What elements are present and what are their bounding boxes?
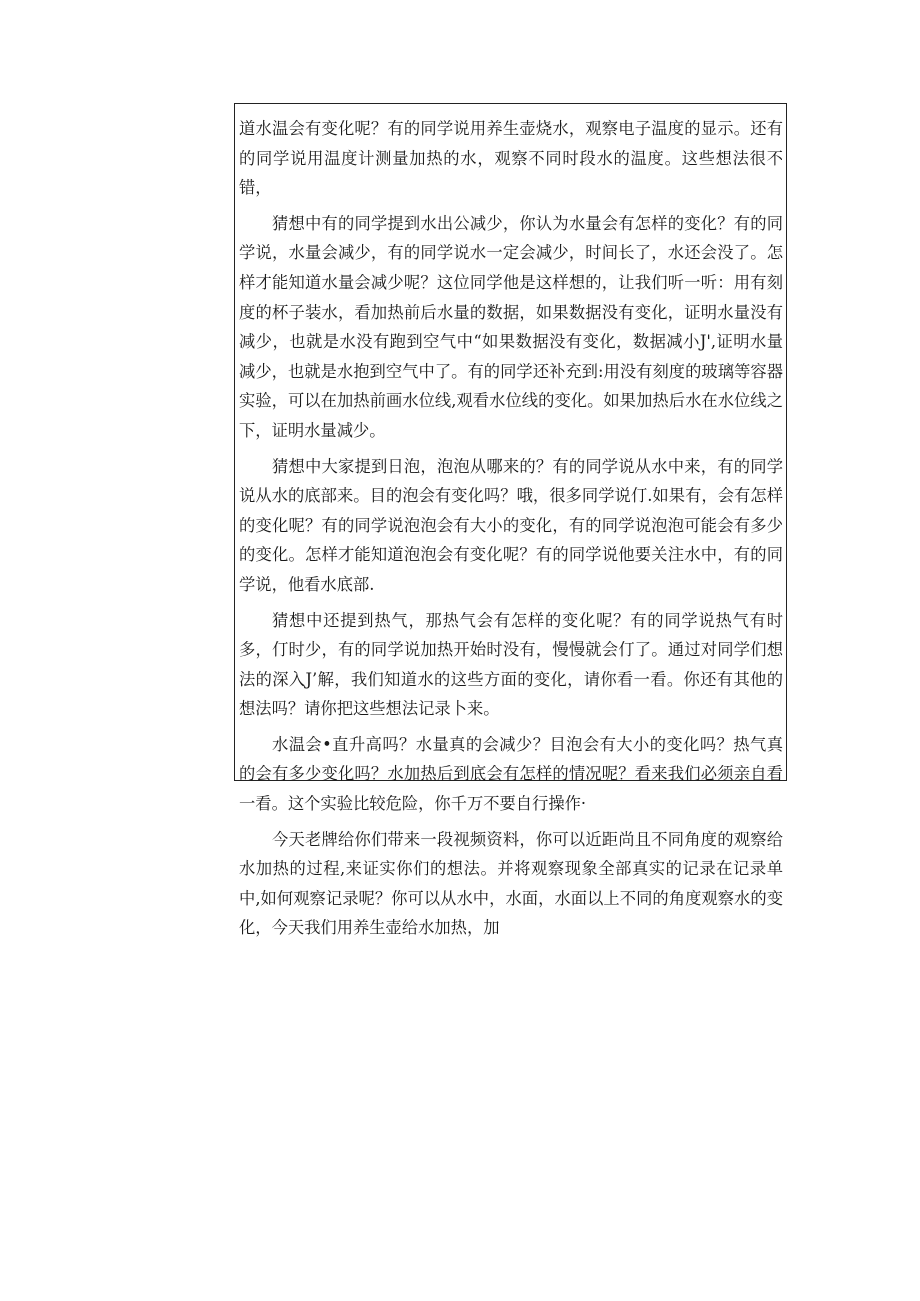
text-frame [234,103,787,938]
paragraph-5: 水温会•直升高吗？水量真的会减少？目泡会有大小的变化吗？热气真的会有多少变化吗？水加热后到底会有怎样的情况呢？看来我们必须亲自看一看。这个实验比较危险，你千万不要自行操作· [239,734,783,814]
paragraph-4: 猜想中还提到热气，那热气会有怎样的变化呢？有的同学说热气有时多，仃时少，有的同学说加热开始时没有，慢慢就会仃了。通过对同学们想法的深入J’解，我们知道水的这些方面的变化，请你看一看。你还有其他的想法吗？请你把这些想法记录卜来。 [239,610,783,719]
paragraph-2: 猜想中有的同学提到水出公减少，你认为水量会有怎样的变化？有的同学说，水量会减少，有的同学说水一定会减少，时间长了，水还会没了。怎样才能知道水量会减少呢？这位同学他是这样想的，让我们听一听：用有刻度的杯子装水，看加热前后水量的数据，如果数据没有变化，证明水量没有减少，也就是水没有跑到空气中“如果数据没有变化，数据减小J',证明水量减少，也就是水抱到空气中了。有的同学还补充到:用没有刻度的玻璃等容器实验，可以在加热前画水位线,观看水位线的变化。如果加热后水在水位线之下，证明水量减少。 [239,213,783,440]
paragraph-6: 今天老牌给你们带来一段视频资料，你可以近距尚且不同角度的观察给水加热的过程,来证实你们的想法。并将观察现象全部真实的记录在记录单中,如何观察记录呢？你可以从水中，水面，水面以上不同的角度观察水的变化，今天我们用养生壶给水加热，加 [239,829,783,938]
paragraph-3: 猜想中大家提到日泡，泡泡从哪来的？有的同学说从水中来，有的同学说从水的底部来。目的泡会有变化吗？哦，很多同学说仃.如果有，会有怎样的变化呢？有的同学说泡泡会有大小的变化，有的同学说泡泡可能会有多少的变化。怎样才能知道泡泡会有变化呢？有的同学说他要关注水中，有的同学说，他看水底部. [239,456,783,594]
paragraph-1: 道水温会有变化呢？有的同学说用养生壶烧水，观察电子温度的显示。还有的同学说用温度计测量加热的水，观察不同时段水的温度。这些想法很不错， [239,119,783,198]
